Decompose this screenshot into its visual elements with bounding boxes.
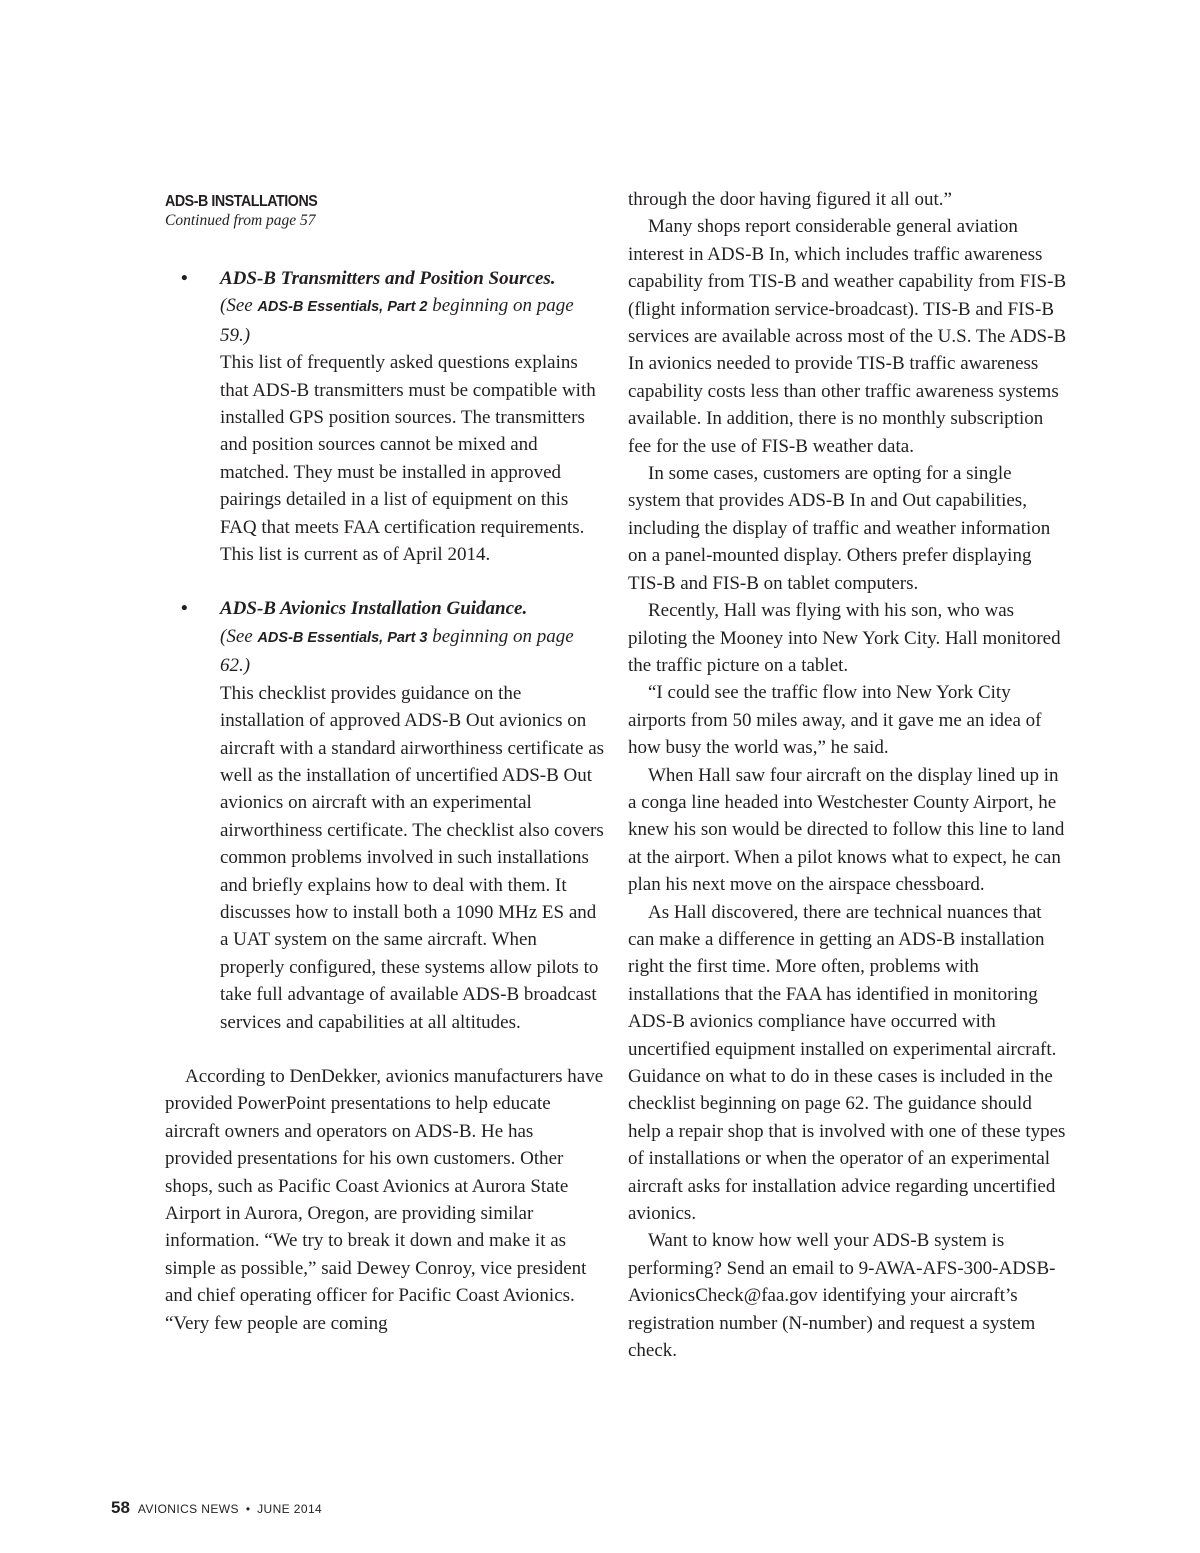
bullet-marker: • xyxy=(181,598,188,620)
publication-name: AVIONICS NEWS xyxy=(137,1502,239,1516)
bullet-marker: • xyxy=(181,268,188,289)
page-footer xyxy=(111,1498,322,1518)
bullet-title: ADS-B Avionics Installation Guidance. xyxy=(220,598,528,620)
page-number: 58 xyxy=(111,1498,130,1517)
see-prefix: (See xyxy=(220,295,258,317)
see-prefix: (See xyxy=(220,625,258,647)
bullet-title: ADS-B Transmitters and Position Sources. xyxy=(220,268,556,289)
body-paragraph: According to DenDekker, avionics manufacturers have provided PowerPoint presentations to help educate aircraft owners and operators on ADS-B. He has provided presentations for his own customers. Other shops, such as Pacific Coast Avionics at Aurora State Airport in Aurora, Oregon, are providing similar information. “We try to break it down and make it as simple as possible,” said Dewey Conroy, vice president and chief operating officer for Pacific Coast Avionics. “Very few people are coming xyxy=(165,1065,604,1334)
left-column xyxy=(165,186,605,1337)
section-heading: ADS-B INSTALLATIONS xyxy=(165,193,318,210)
see-suffix: beginning on page 59.) xyxy=(220,295,574,346)
issue-date: JUNE 2014 xyxy=(257,1502,323,1516)
body-paragraph: In some cases, customers are opting for a single system that provides ADS-B In and Out capabilities, including the display of traffic and weather information on a panel-mounted display. Others prefer displaying TIS-B and FIS-B on tablet computers. xyxy=(628,463,1051,594)
see-suffix: beginning on page 62.) xyxy=(220,625,574,677)
bullet-body: This checklist provides guidance on the installation of approved ADS-B Out avionics on aircraft with a standard airworthiness certificate as well as the installation of uncertified ADS-B Out avionics on aircraft with an experimental airworthiness certificate. The checklist also covers common problems involved in such installations and briefly explains how to deal with them. It discusses how to install both a 1090 MHz ES and a UAT system on the same aircraft. When properly configured, these systems allow pilots to take full advantage of available ADS-B broadcast services and capabilities at all altitudes. xyxy=(220,682,605,1033)
bullet-cross-reference xyxy=(220,292,605,349)
body-paragraph: through the door having figured it all out.” xyxy=(628,189,952,210)
right-column xyxy=(628,186,1068,1364)
bullet-cross-reference xyxy=(220,623,605,680)
bullet-item-installation-guidance xyxy=(165,595,605,1036)
bullet-body: This list of frequently asked questions explains that ADS-B transmitters must be compatible with installed GPS position sources. The transmitters and position sources cannot be mixed and matched. They must be installed in approved pairings detailed in a list of equipment on this FAQ that meets FAA certification requirements. This list is current as of April 2014. xyxy=(220,352,596,566)
body-paragraph: Want to know how well your ADS-B system is performing? Send an email to 9-AWA-AFS-300-ADSB-AvionicsCheck@faa.gov identifying your aircraft’s registration number (N-number) and request a system check. xyxy=(628,1230,1056,1362)
footer-separator: • xyxy=(245,1502,251,1516)
body-paragraph: As Hall discovered, there are technical nuances that can make a difference in getting an ADS-B installation right the first time. More often, problems with installations that the FAA has identified in monitoring ADS-B avionics compliance have occurred with uncertified equipment installed on experimental aircraft. Guidance on what to do in these cases is included in the checklist beginning on page 62. The guidance should help a repair shop that is involved with one of these types of installations or when the operator of an experimental aircraft asks for installation advice regarding uncertified avionics. xyxy=(628,901,1066,1225)
see-reference: ADS-B Essentials, Part 2 xyxy=(257,299,428,316)
see-reference: ADS-B Essentials, Part 3 xyxy=(257,629,428,646)
body-paragraph: When Hall saw four aircraft on the display lined up in a conga line headed into Westchester County Airport, he knew his son would be directed to follow this line to land at the airport. When a pilot knows what to expect, he can plan his next move on the airspace chessboard. xyxy=(628,764,1065,896)
continued-note: Continued from page 57 xyxy=(165,212,316,229)
body-paragraph: “I could see the traffic flow into New York City airports from 50 miles away, and it gave me an idea of how busy the world was,” he said. xyxy=(628,682,1042,759)
bullet-item-transmitters xyxy=(165,265,605,568)
body-paragraph: Many shops report considerable general aviation interest in ADS-B In, which includes traffic awareness capability from TIS-B and weather capability from FIS-B (flight information service-broadcast). TIS-B and FIS-B services are available across most of the U.S. The ADS-B In avionics needed to provide TIS-B traffic awareness capability costs less than other traffic awareness systems available. In addition, there is no monthly subscription fee for the use of FIS-B weather data. xyxy=(628,216,1067,457)
body-paragraph: Recently, Hall was flying with his son, who was piloting the Mooney into New York City. Hall monitored the traffic picture on a tablet. xyxy=(628,600,1061,676)
